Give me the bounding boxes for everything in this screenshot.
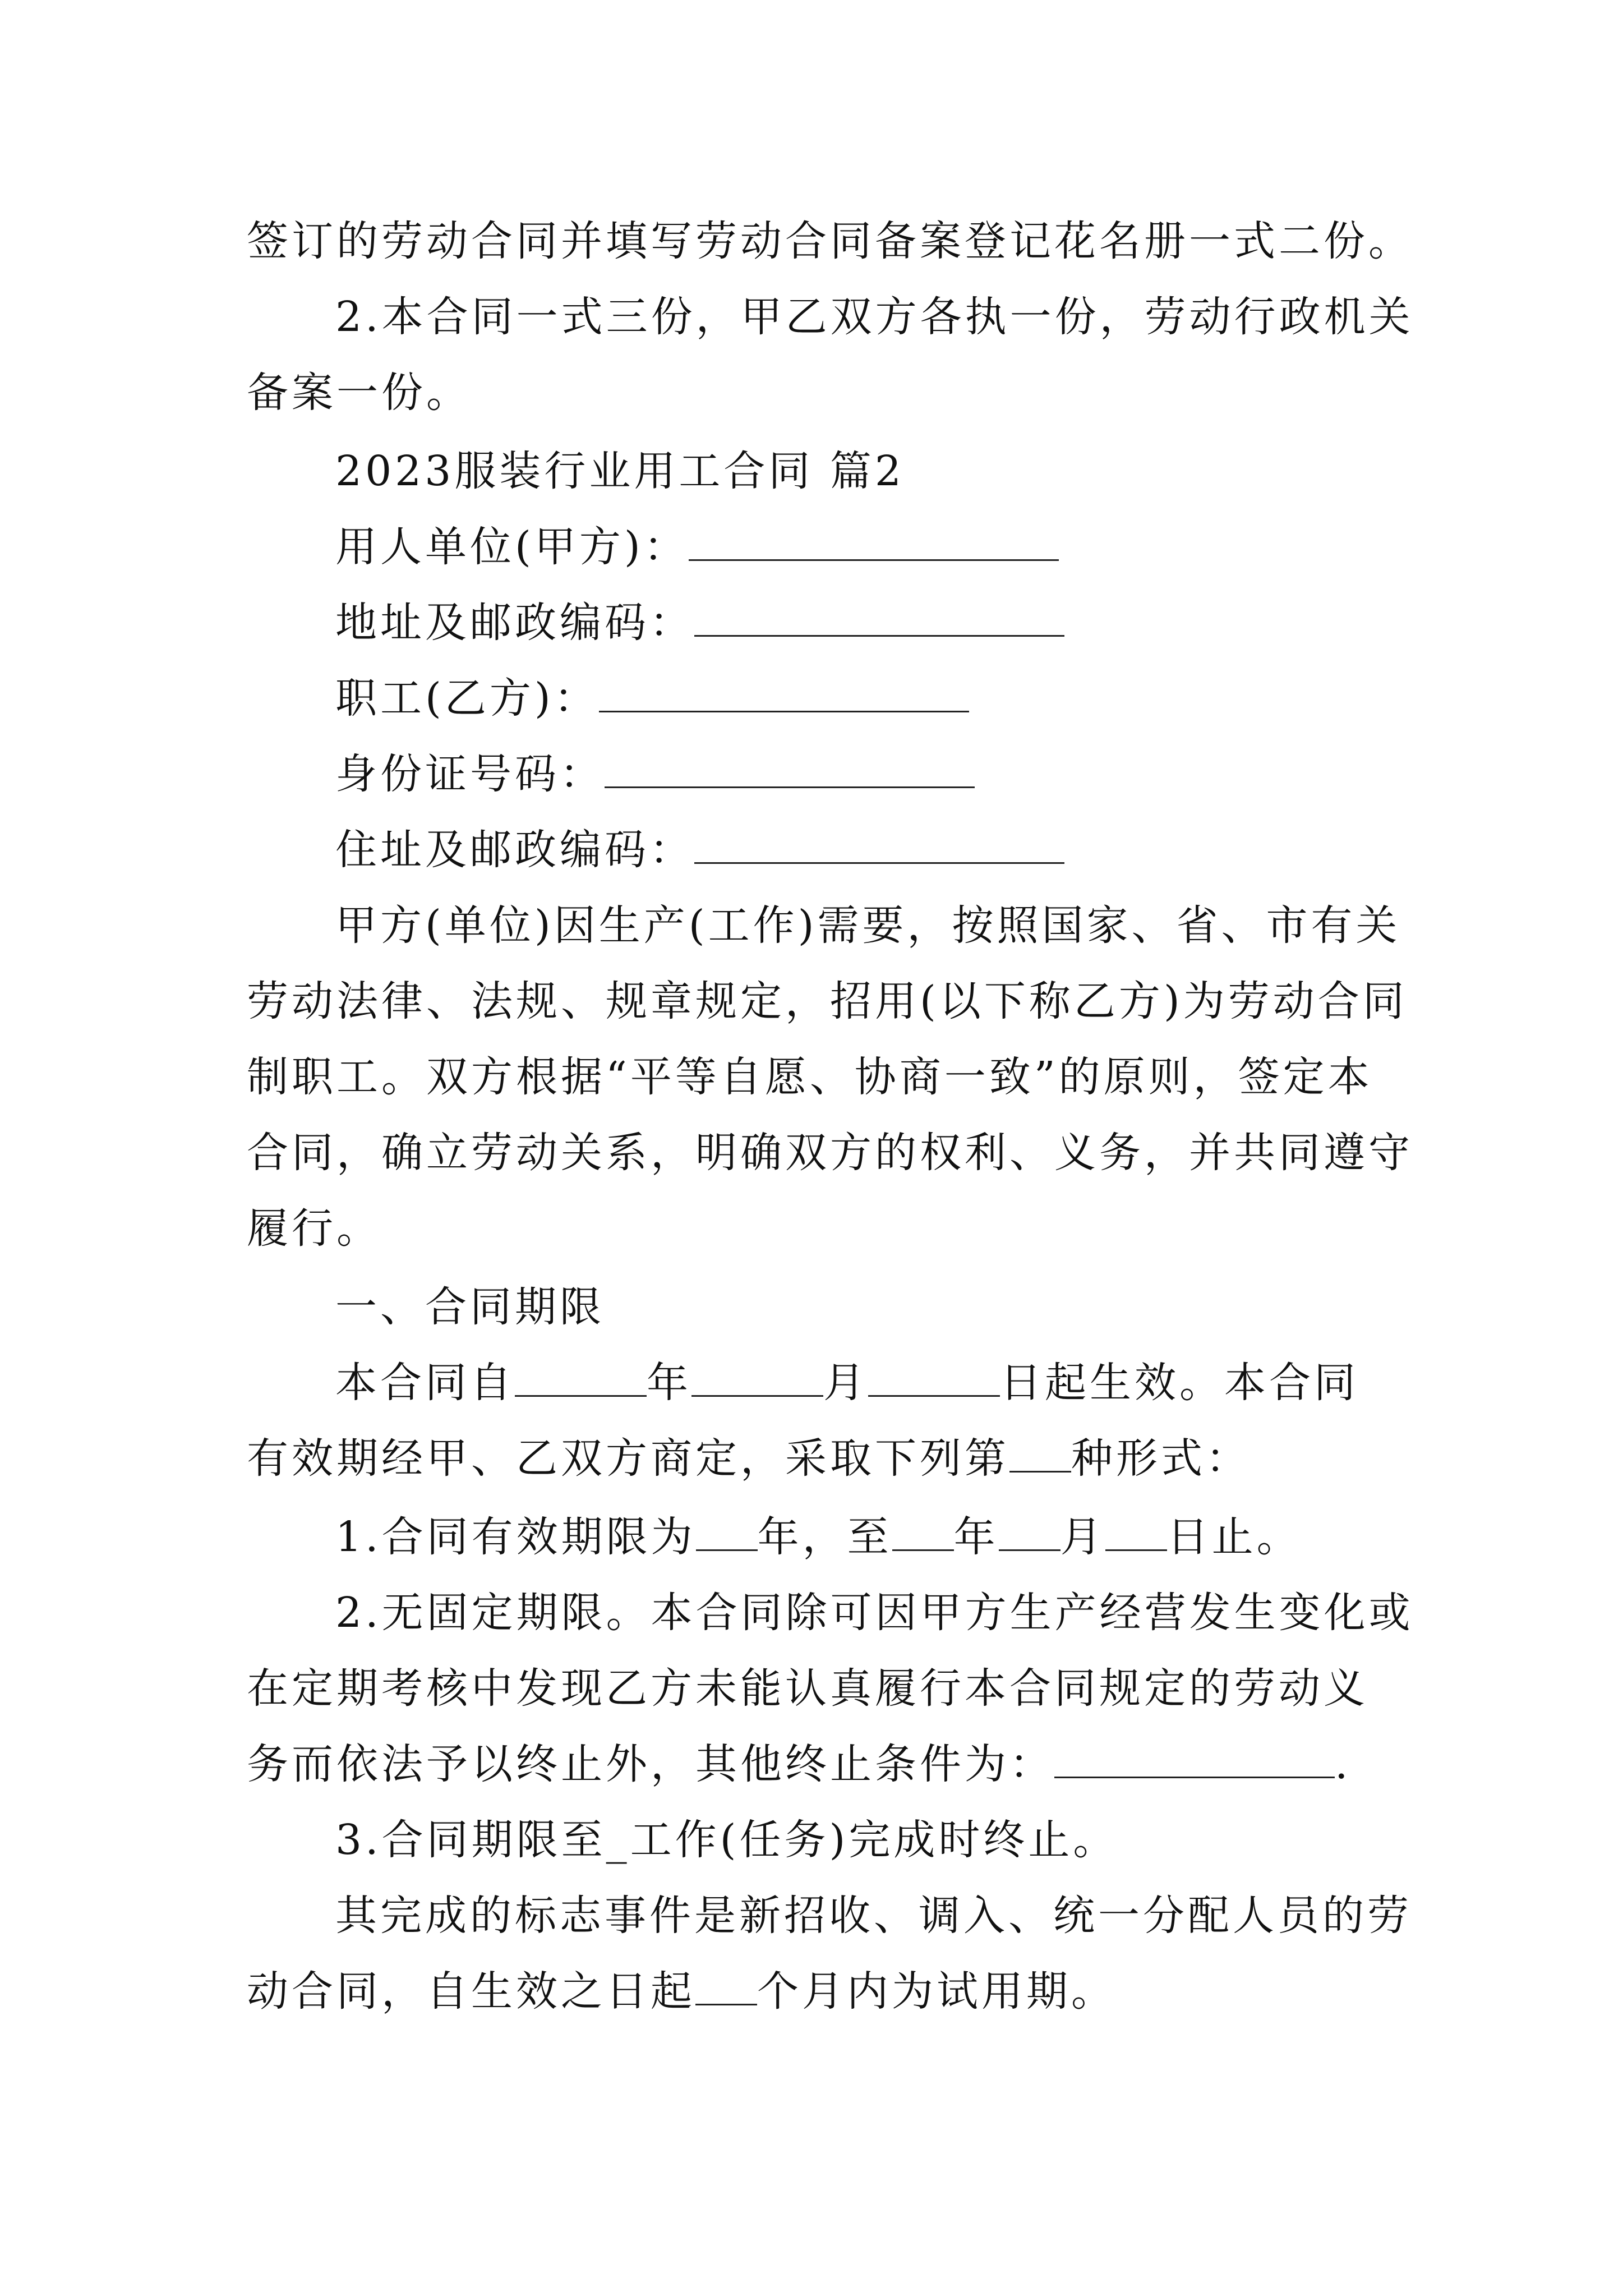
paragraph-text: 3.合同期限至_工作(任务)完成时终止。 [335, 1816, 1118, 1864]
paragraph-line [335, 898, 1400, 954]
paragraph-line [247, 1736, 1352, 1792]
blank-line [695, 1964, 757, 2005]
paragraph-text: . [1335, 1740, 1352, 1788]
paragraph-line [335, 1355, 1359, 1411]
paragraph-text: 2.无固定期限。本合同除可因甲方生产经营发生变化或 [335, 1589, 1414, 1637]
paragraph-text: 合同，确立劳动关系，明确双方的权利、义务，并共同遵守 [247, 1129, 1413, 1177]
paragraph-line [247, 1963, 1116, 2019]
blank-line [515, 1356, 647, 1397]
paragraph-line [335, 1585, 1414, 1641]
paragraph-text: 2.本合同一式三份，甲乙双方各执一份，劳动行政机关 [335, 293, 1414, 341]
field-employee [335, 670, 969, 726]
paragraph-text: 种形式： [1071, 1434, 1251, 1483]
paragraph-line [247, 1125, 1413, 1181]
paragraph-text: 甲方(单位)因生产(工作)需要，按照国家、省、市有关 [335, 901, 1401, 950]
field-label: 用人单位(甲方)： [335, 523, 689, 571]
field-employer-address [335, 595, 1064, 651]
blank-line [1009, 1432, 1071, 1473]
blank-line [1105, 1510, 1167, 1551]
field-label: 地址及邮政编码： [335, 599, 694, 647]
paragraph-text: 劳动法律、法规、规章规定，招用(以下称乙方)为劳动合同 [247, 977, 1408, 1025]
article-heading-text: 一、合同期限 [335, 1283, 605, 1331]
paragraph-text: 备案一份。 [247, 369, 471, 417]
paragraph-text: 月 [823, 1359, 868, 1407]
paragraph-text: 履行。 [247, 1204, 381, 1253]
paragraph-line [335, 1888, 1412, 1944]
paragraph-line [335, 1812, 1118, 1868]
paragraph-text: 个月内为试用期。 [757, 1967, 1116, 2016]
blank-line [999, 1510, 1061, 1551]
blank-line [694, 823, 1064, 864]
paragraph-line [335, 289, 1414, 345]
section-title-text: 2023服装行业用工合同 篇2 [335, 447, 905, 495]
paragraph-text: 年，至 [757, 1513, 892, 1561]
field-label: 身份证号码： [335, 750, 605, 798]
paragraph-text: 动合同，自生效之日起 [247, 1967, 695, 2016]
field-id-number [335, 746, 975, 802]
paragraph-line [247, 973, 1408, 1029]
paragraph-text: 月 [1060, 1513, 1105, 1561]
paragraph-text: 本合同自 [335, 1359, 515, 1407]
paragraph-line [247, 213, 1413, 269]
field-label: 职工(乙方)： [335, 674, 599, 723]
paragraph-text: 其完成的标志事件是新招收、调入、统一分配人员的劳 [335, 1892, 1412, 1940]
paragraph-text: 务而依法予以终止外，其他终止条件为： [247, 1740, 1054, 1788]
paragraph-text: 1.合同有效期限为 [335, 1513, 696, 1561]
blank-line [694, 596, 1064, 637]
paragraph-line [247, 1660, 1368, 1717]
paragraph-line [247, 1200, 381, 1257]
paragraph-text: 年 [953, 1513, 999, 1561]
field-employer [335, 519, 1059, 575]
paragraph-line [335, 1509, 1302, 1565]
paragraph-line [247, 1049, 1373, 1105]
blank-line [696, 1510, 758, 1551]
field-employee-address [335, 822, 1064, 878]
paragraph-text: 制职工。双方根据“平等自愿、协商一致”的原则，签定本 [247, 1053, 1373, 1101]
blank-line [1054, 1737, 1335, 1778]
article-heading [335, 1279, 605, 1335]
paragraph-text: 年 [647, 1359, 691, 1407]
blank-line [892, 1510, 954, 1551]
paragraph-line [247, 1430, 1251, 1487]
blank-line [691, 1356, 823, 1397]
blank-line [689, 520, 1059, 561]
paragraph-text: 日止。 [1166, 1513, 1302, 1561]
field-label: 住址及邮政编码： [335, 826, 694, 874]
paragraph-line [247, 365, 471, 421]
blank-line [605, 747, 975, 788]
section-title [335, 443, 905, 499]
paragraph-text: 在定期考核中发现乙方未能认真履行本合同规定的劳动义 [247, 1664, 1368, 1713]
blank-line [868, 1356, 1000, 1397]
paragraph-text: 有效期经甲、乙双方商定，采取下列第 [247, 1434, 1009, 1483]
paragraph-text: 签订的劳动合同并填写劳动合同备案登记花名册一式二份。 [247, 217, 1413, 265]
blank-line [599, 671, 969, 712]
paragraph-text: 日起生效。本合同 [1000, 1359, 1359, 1407]
